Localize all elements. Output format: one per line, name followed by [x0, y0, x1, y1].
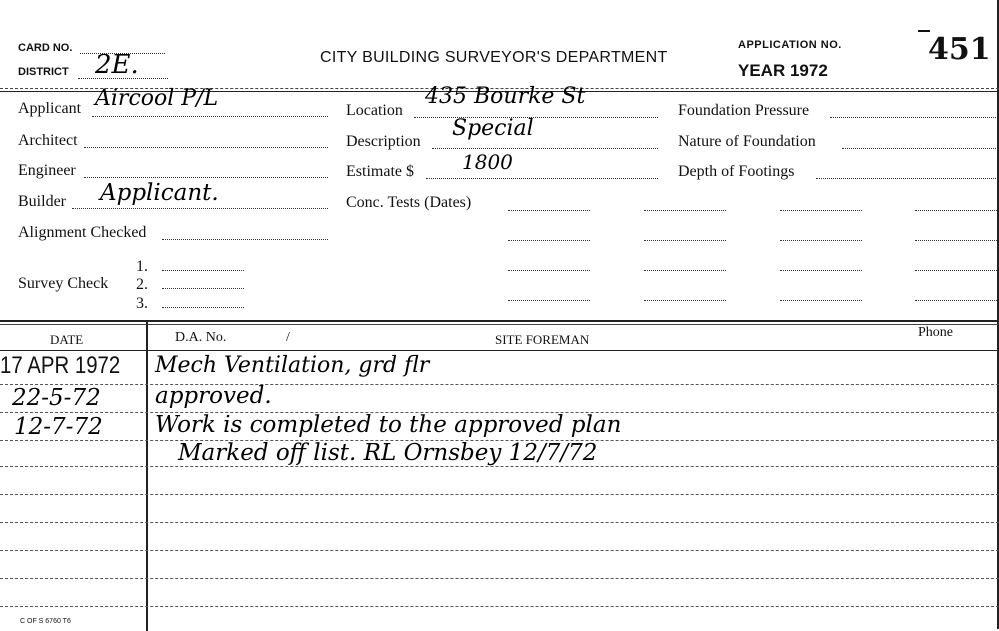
foreman-header: SITE FOREMAN	[495, 332, 590, 347]
da-slash: /	[286, 330, 290, 345]
district-label: DISTRICT	[18, 66, 69, 78]
description-label: Description	[346, 133, 421, 150]
conc-line-2b	[644, 240, 726, 241]
conc-line-2c	[780, 240, 862, 241]
foundation-pressure-label: Foundation Pressure	[678, 102, 810, 119]
depth-footings-line	[816, 178, 998, 179]
row-note-1: Mech Ventilation, grd flr	[155, 353, 430, 378]
table-header-rule	[0, 350, 999, 351]
nature-foundation-label: Nature of Foundation	[678, 133, 816, 150]
conc-line-3c	[780, 270, 862, 271]
date-column-divider	[146, 320, 148, 631]
conc-line-2a	[508, 240, 590, 241]
table-line	[0, 606, 999, 607]
table-top-rule-2	[0, 324, 999, 325]
table-line	[0, 578, 999, 579]
location-value: 435 Bourke St	[425, 84, 586, 109]
card-no-label: CARD NO.	[18, 42, 73, 54]
survey-num-1: 1.	[136, 258, 148, 275]
applicant-line	[92, 116, 328, 117]
form-code: C OF S 6760 T6	[20, 618, 71, 625]
conc-line-1c	[780, 210, 862, 211]
conc-line-2d	[915, 240, 997, 241]
district-line	[78, 78, 168, 79]
estimate-value: 1800	[462, 150, 513, 174]
alignment-line	[162, 239, 328, 240]
district-value: 2E.	[95, 50, 139, 80]
survey-num-2: 2.	[136, 276, 148, 293]
conc-line-3a	[508, 270, 590, 271]
da-header: D.A. No.	[175, 330, 227, 345]
architect-label: Architect	[18, 132, 78, 149]
row-note-3: Work is completed to the approved plan	[155, 412, 622, 438]
conc-line-3b	[644, 270, 726, 271]
table-line	[0, 384, 999, 385]
builder-line	[72, 208, 328, 209]
row-note-4: Marked off list. RL Ornsbey 12/7/72	[178, 440, 598, 466]
conc-tests-label: Conc. Tests (Dates)	[346, 194, 472, 211]
survey-line-2	[162, 288, 244, 289]
alignment-label: Alignment Checked	[18, 224, 147, 241]
survey-line-3	[162, 307, 244, 308]
conc-line-1d	[915, 210, 997, 211]
conc-line-3d	[915, 270, 997, 271]
year-label: YEAR 1972	[738, 61, 828, 80]
location-label: Location	[346, 102, 403, 119]
table-line	[0, 522, 999, 523]
estimate-line	[426, 178, 658, 179]
department-title: CITY BUILDING SURVEYOR'S DEPARTMENT	[320, 49, 668, 66]
table-top-rule	[0, 320, 999, 322]
description-line	[432, 148, 658, 149]
date-header: DATE	[50, 332, 84, 347]
builder-value: Applicant.	[100, 180, 219, 206]
foundation-pressure-line	[830, 117, 998, 118]
application-no-label: APPLICATION NO.	[738, 39, 842, 51]
conc-line-4b	[644, 300, 726, 301]
architect-line	[84, 147, 328, 148]
row-note-2: approved.	[155, 383, 272, 409]
conc-line-1a	[508, 210, 590, 211]
survey-label: Survey Check	[18, 275, 109, 292]
survey-line-1	[162, 270, 244, 271]
builder-label: Builder	[18, 193, 66, 210]
conc-line-4a	[508, 300, 590, 301]
application-no-mark	[918, 30, 930, 32]
location-line	[414, 117, 658, 118]
conc-line-4c	[780, 300, 862, 301]
conc-line-4d	[915, 300, 997, 301]
application-no-value: 451	[928, 32, 991, 67]
phone-header: Phone	[918, 325, 953, 340]
table-line	[0, 550, 999, 551]
applicant-label: Applicant	[18, 100, 82, 117]
table-line	[0, 494, 999, 495]
estimate-label: Estimate $	[346, 163, 414, 180]
conc-line-1b	[644, 210, 726, 211]
survey-num-3: 3.	[136, 295, 148, 312]
engineer-line	[84, 177, 328, 178]
engineer-label: Engineer	[18, 162, 76, 179]
depth-footings-label: Depth of Footings	[678, 163, 795, 180]
description-value: Special	[452, 116, 534, 141]
row-date-2: 22-5-72	[12, 385, 101, 411]
table-line	[0, 466, 999, 467]
row-date-1: 17 APR 1972	[0, 352, 121, 379]
nature-foundation-line	[842, 148, 998, 149]
row-date-3: 12-7-72	[14, 414, 103, 440]
applicant-value: Aircool P/L	[95, 86, 219, 111]
